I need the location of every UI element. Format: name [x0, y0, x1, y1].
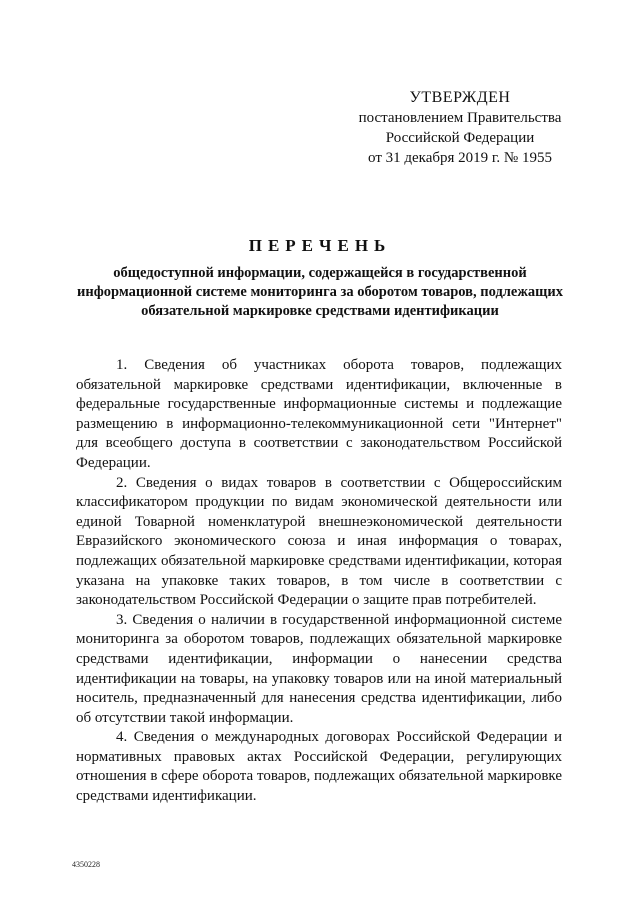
approval-stamp: [340, 88, 580, 168]
approval-line-1: постановлением Правительства: [358, 110, 562, 126]
list-item-3: 3. Сведения о наличии в государственной информационной системе мониторинга за оборотом товаров, подлежащих обязательной маркировке средствами идентификации, информации о нанесении средства идентификации на товары, на упаковку товаров или на иной материальный носитель, предназначенный для нанесения средства идентификации, либо об отсутствии такой информации.: [76, 611, 562, 726]
document-title: ПЕРЕЧЕНЬ: [248, 236, 392, 255]
approval-line-2: Российской Федерации: [385, 130, 535, 146]
list-item-2: 2. Сведения о видах товаров в соответствии с Общероссийским классификатором продукции по видам экономической деятельности или единой Товарной номенклатурой внешнеэкономической деятельности Евразийского экономического союза и иная информация о товарах, подлежащих обязательной маркировке средствами идентификации, которая указана на упаковке таких товаров, в том числе в соответствии с законодательством Российской Федерации о защите прав потребителей.: [76, 474, 562, 609]
approval-heading: УТВЕРЖДЕН: [409, 89, 511, 106]
list-item-1: 1. Сведения об участниках оборота товаров, подлежащих обязательной маркировке средствами идентификации, включенные в федеральные государственные информационные системы и подлежащие размещению в информационно-телекоммуникационной сети "Интернет" для всеобщего доступа в соответствии с законодательством Российской Федерации.: [76, 357, 562, 471]
approval-line-3: от 31 декабря 2019 г. № 1955: [368, 150, 552, 166]
document-subtitle: общедоступной информации, содержащейся в государственной информационной системе мониторинга за оборотом товаров, подлежащих обязательной маркировке средствами идентификации: [77, 265, 563, 319]
list-item-4: 4. Сведения о международных договорах Российской Федерации и нормативных правовых актах Российской Федерации, регулирующих отношения в сфере оборота товаров, подлежащих обязательной маркировке средствами идентификации.: [76, 729, 562, 805]
document-body: [76, 356, 562, 807]
footer-code: 4350228: [72, 860, 100, 869]
